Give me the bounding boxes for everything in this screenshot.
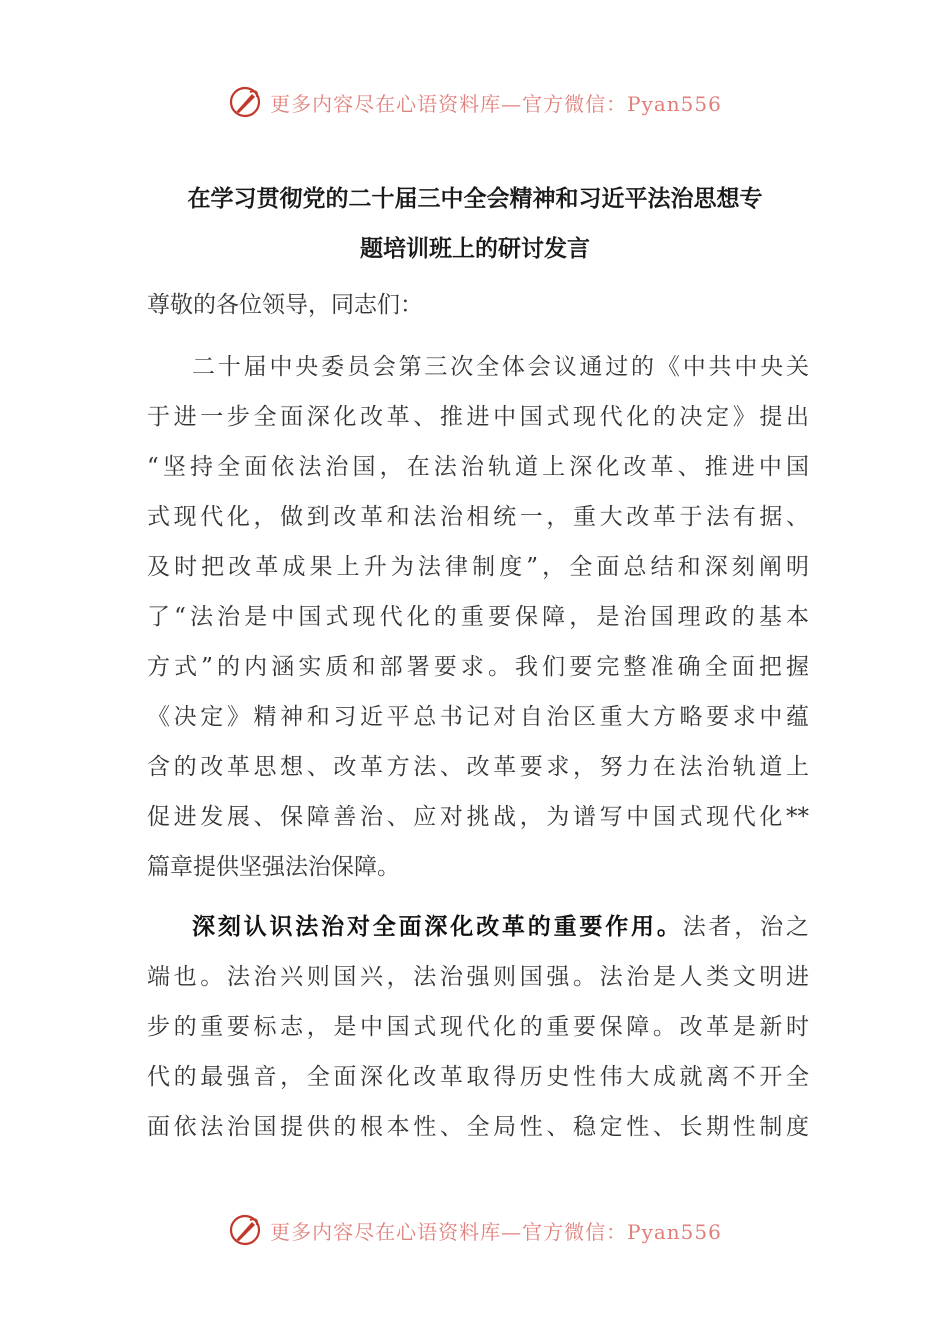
quill-logo-icon	[228, 85, 262, 119]
paragraph-1-line: 促进发展、保障善治、应对挑战，为谱写中国式现代化**	[147, 804, 809, 830]
paragraph-2-line: 步的重要标志，是中国式现代化的重要保障。改革是新时	[147, 1014, 809, 1040]
paragraph-1-line: 于进一步全面深化改革、推进中国式现代化的决定》提出	[147, 404, 809, 430]
paragraph-1-line: 了“法治是中国式现代化的重要保障，是治国理政的基本	[147, 604, 809, 630]
page-title-line-1: 在学习贯彻党的二十届三中全会精神和习近平法治思想专	[187, 186, 763, 212]
paragraph-1-line: 及时把改革成果上升为法律制度”，全面总结和深刻阐明	[147, 554, 809, 580]
greeting: 尊敬的各位领导，同志们：	[147, 292, 423, 318]
paragraph-1-line: 《决定》精神和习近平总书记对自治区重大方略要求中蕴	[147, 704, 809, 730]
paragraph-2-first-line	[192, 910, 809, 944]
paragraph-2-line: 端也。法治兴则国兴，法治强则国强。法治是人类文明进	[147, 964, 809, 990]
paragraph-1-line: 方式”的内涵实质和部署要求。我们要完整准确全面把握	[147, 654, 809, 680]
paragraph-1-line: 式现代化，做到改革和法治相统一，重大改革于法有据、	[147, 504, 809, 530]
paragraph-1-line: “坚持全面依法治国，在法治轨道上深化改革、推进中国	[147, 454, 809, 480]
paragraph-1-line: 二十届中央委员会第三次全体会议通过的《中共中央关	[192, 354, 809, 380]
footer-watermark	[0, 1210, 950, 1250]
paragraph-1-line: 含的改革思想、改革方法、改革要求，努力在法治轨道上	[147, 754, 809, 780]
paragraph-2-line: 代的最强音，全面深化改革取得历史性伟大成就离不开全	[147, 1064, 809, 1090]
section-heading: 深刻认识法治对全面深化改革的重要作用。	[192, 914, 683, 940]
header-watermark	[0, 82, 950, 122]
paragraph-2-line: 面依法治国提供的根本性、全局性、稳定性、长期性制度	[147, 1114, 809, 1140]
paragraph-2-text: 法者，治之	[682, 914, 810, 940]
page-title-line-2: 题培训班上的研讨发言	[360, 236, 590, 262]
watermark-text: 更多内容尽在心语资料库—官方微信：Pyan556	[270, 91, 722, 116]
watermark-text: 更多内容尽在心语资料库—官方微信：Pyan556	[270, 1219, 722, 1244]
paragraph-1-line: 篇章提供坚强法治保障。	[147, 854, 400, 880]
quill-logo-icon	[228, 1213, 262, 1247]
